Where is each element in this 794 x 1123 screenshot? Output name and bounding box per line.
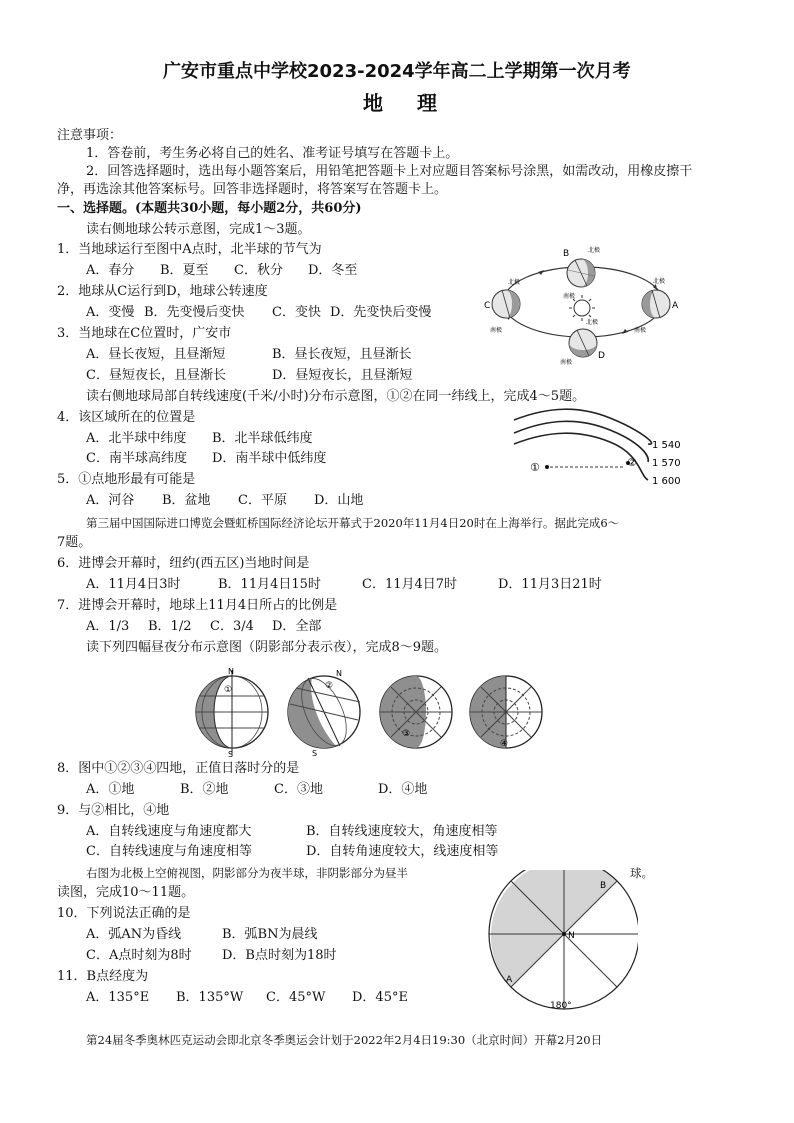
- q1-options: [86, 262, 357, 280]
- option-c[interactable]: C．南半球高纬度: [86, 451, 187, 466]
- q10-options-row1: [86, 926, 317, 944]
- option-d[interactable]: D．45°E: [352, 990, 408, 1005]
- svg-text:①: ①: [224, 685, 233, 695]
- question-11: 11．B点经度为: [57, 969, 149, 984]
- earth-position-b: [563, 246, 600, 300]
- option-c[interactable]: C．变快: [272, 305, 321, 320]
- option-b[interactable]: B．11月4日15时: [218, 577, 321, 592]
- option-a[interactable]: A．昼长夜短，且昼渐短: [86, 347, 226, 362]
- option-c[interactable]: C．平原: [238, 493, 287, 508]
- intro-text: 第三届中国国际进口博览会暨虹桥国际经济论坛开幕式于2020年11月4日20时在上海举行。据此完成6～: [86, 516, 620, 530]
- option-a[interactable]: A．1/3: [86, 619, 130, 634]
- svg-text:④: ④: [500, 739, 509, 749]
- intro-text: 读下列四幅昼夜分布示意图（阴影部分表示夜），完成8～9题。: [86, 640, 448, 655]
- orbit-diagram: [478, 240, 688, 365]
- svg-text:北极: 北极: [508, 279, 521, 286]
- next-question-intro: 第24届冬季奥林匹克运动会即北京冬季奥运会计划于2022年2月4日19:30（北京时间）开幕2月20日: [86, 1033, 603, 1047]
- question-4: 4．该区域所在的位置是: [57, 410, 196, 425]
- option-d[interactable]: D．昼短夜长，且昼渐短: [272, 368, 413, 383]
- point-a-label: A: [506, 975, 513, 985]
- intro-text: 右图为北极上空俯视图，阴影部分为夜半球，非阴影部分为昼半: [86, 866, 408, 880]
- polar-view-diagram: [488, 870, 638, 1010]
- option-d[interactable]: D．④地: [378, 782, 428, 797]
- option-d[interactable]: D．全部: [272, 619, 322, 634]
- globe-2: [288, 669, 360, 758]
- intro-text: 读图，完成10～11题。: [57, 885, 195, 900]
- q10-options-row2: [86, 947, 337, 965]
- note-item: 2．回答选择题时，选出每小题答案后，用铅笔把答题卡上对应题目答案标号涂黑，如需改动，用橡皮擦干: [86, 164, 693, 179]
- q11-options: [86, 989, 408, 1007]
- q2-options: [86, 304, 431, 322]
- option-c[interactable]: C．昼短夜长，且昼渐长: [86, 368, 226, 383]
- q5-options: [86, 492, 363, 510]
- option-b[interactable]: B．北半球低纬度: [212, 431, 313, 446]
- question-1: 1．当地球运行至图中A点时，北半球的节气为: [57, 242, 322, 257]
- svg-text:N: N: [336, 669, 342, 678]
- option-d[interactable]: D．山地: [314, 493, 364, 508]
- q3-options-row2: [86, 367, 412, 385]
- note-item: 1．答卷前，考生务必将自己的姓名、准考证号填写在答题卡上。: [86, 146, 459, 161]
- option-c[interactable]: C．自转线速度与角速度相等: [86, 844, 252, 859]
- option-c[interactable]: C．③地: [274, 782, 323, 797]
- point-1-label: ①: [530, 461, 540, 474]
- intro-text: 7题。: [57, 535, 92, 550]
- orbit-label-a: A: [672, 301, 679, 311]
- option-a[interactable]: A．自转线速度与角速度都大: [86, 824, 252, 839]
- orbit-label-b: B: [563, 249, 570, 259]
- option-d[interactable]: D．11月3日21时: [498, 577, 602, 592]
- question-7: 7．进博会开幕时，地球上11月4日所占的比例是: [57, 598, 338, 613]
- svg-text:南极: 南极: [490, 327, 503, 334]
- option-b[interactable]: B．先变慢后变快: [144, 305, 245, 320]
- north-pole-label: N: [568, 931, 575, 941]
- exam-title: 广安市重点中学校2023-2024学年高二上学期第一次月考: [163, 61, 631, 82]
- q8-options: [86, 781, 427, 799]
- question-8: 8．图中①②③④四地，正值日落时分的是: [57, 761, 300, 776]
- option-c[interactable]: C．秋分: [234, 263, 283, 278]
- option-a[interactable]: A．河谷: [86, 493, 135, 508]
- intro-text: 读右侧地球公转示意图，完成1～3题。: [86, 222, 311, 237]
- isoline-1570: 1 570: [652, 458, 681, 469]
- svg-text:北极: 北极: [653, 278, 666, 285]
- svg-text:②: ②: [325, 681, 334, 691]
- notes-heading: 注意事项：: [57, 128, 123, 143]
- svg-text:S: S: [312, 749, 318, 758]
- q6-options: [86, 576, 602, 594]
- intro-text: 球。: [630, 866, 653, 880]
- option-b[interactable]: B．昼长夜短，且昼渐长: [272, 347, 412, 362]
- option-d[interactable]: D．自转角速度较大，线速度相等: [306, 844, 499, 859]
- option-b[interactable]: B．夏至: [160, 263, 209, 278]
- option-c[interactable]: C．11月4日7时: [362, 577, 458, 592]
- q4-options-row2: [86, 450, 326, 468]
- svg-text:南极: 南极: [560, 359, 573, 365]
- isoline-1600: 1 600: [652, 476, 681, 487]
- option-b[interactable]: B．自转线速度较大，角速度相等: [306, 824, 498, 839]
- speed-isoline-diagram: [510, 408, 690, 490]
- day-night-globes: [188, 666, 548, 758]
- globe-3: [380, 676, 452, 748]
- question-5: 5．①点地形最有可能是: [57, 472, 196, 487]
- question-9: 9．与②相比，④地: [57, 803, 170, 818]
- earth-position-c: [484, 278, 520, 334]
- option-a[interactable]: A．11月4日3时: [86, 577, 181, 592]
- question-6: 6．进博会开幕时，纽约(西五区)当地时间是: [57, 556, 310, 571]
- option-a[interactable]: A．北半球中纬度: [86, 431, 187, 446]
- option-b[interactable]: B．135°W: [176, 990, 244, 1005]
- option-b[interactable]: B．弧BN为晨线: [222, 927, 318, 942]
- orbit-label-d: D: [598, 351, 605, 361]
- q4-options-row1: [86, 430, 313, 448]
- option-b[interactable]: B．②地: [180, 782, 229, 797]
- option-c[interactable]: C．45°W: [266, 990, 326, 1005]
- option-d[interactable]: D．先变快后变慢: [330, 305, 432, 320]
- point-2-label: ②: [627, 456, 637, 469]
- option-d[interactable]: D．B点时刻为18时: [222, 948, 337, 963]
- option-a[interactable]: A．135°E: [86, 990, 150, 1005]
- svg-text:北极: 北极: [586, 319, 599, 326]
- svg-text:南极: 南极: [634, 327, 647, 334]
- subject-title: 地理: [363, 91, 471, 115]
- option-b[interactable]: B．盆地: [162, 493, 211, 508]
- svg-text:③: ③: [402, 729, 411, 739]
- orbit-south-label: 南极: [563, 293, 576, 300]
- point-b-label: B: [600, 881, 607, 891]
- option-d[interactable]: D．冬至: [308, 263, 358, 278]
- orbit-north-label: 北极: [588, 247, 601, 254]
- isoline-1540: 1 540: [652, 440, 681, 451]
- intro-text: 读右侧地球局部自转线速度(千米/小时)分布示意图，①②在同一纬线上，完成4～5题。: [86, 389, 586, 404]
- option-b[interactable]: B．1/2: [148, 619, 192, 634]
- option-c[interactable]: C．A点时刻为8时: [86, 948, 192, 963]
- option-a[interactable]: A．春分: [86, 263, 135, 278]
- question-3: 3．当地球在C位置时，广安市: [57, 326, 232, 341]
- svg-text:S: S: [228, 750, 234, 758]
- svg-text:N: N: [228, 667, 234, 676]
- q7-options: [86, 618, 321, 636]
- question-2: 2．地球从C运行到D，地球公转速度: [57, 284, 268, 299]
- note-item: 净，再选涂其他答案标号。回答非选择题时，将答案写在答题卡上。: [57, 182, 448, 197]
- question-10: 10．下列说法正确的是: [57, 906, 191, 921]
- option-d[interactable]: D．南半球中低纬度: [212, 451, 327, 466]
- orbit-label-c: C: [484, 301, 491, 311]
- longitude-label: 180°: [550, 1001, 572, 1010]
- option-c[interactable]: C．3/4: [210, 619, 254, 634]
- q3-options-row1: [86, 346, 412, 364]
- section-heading: 一、选择题。(本题共30小题，每小题2分，共60分): [57, 201, 362, 216]
- globe-4: [470, 676, 542, 749]
- q9-options-row2: [86, 843, 498, 861]
- option-a[interactable]: A．①地: [86, 782, 135, 797]
- earth-position-a: [634, 277, 679, 334]
- option-a[interactable]: A．弧AN为昏线: [86, 927, 182, 942]
- option-a[interactable]: A．变慢: [86, 305, 135, 320]
- q9-options-row1: [86, 823, 498, 841]
- globe-1: [196, 667, 268, 758]
- earth-position-d: [560, 318, 605, 365]
